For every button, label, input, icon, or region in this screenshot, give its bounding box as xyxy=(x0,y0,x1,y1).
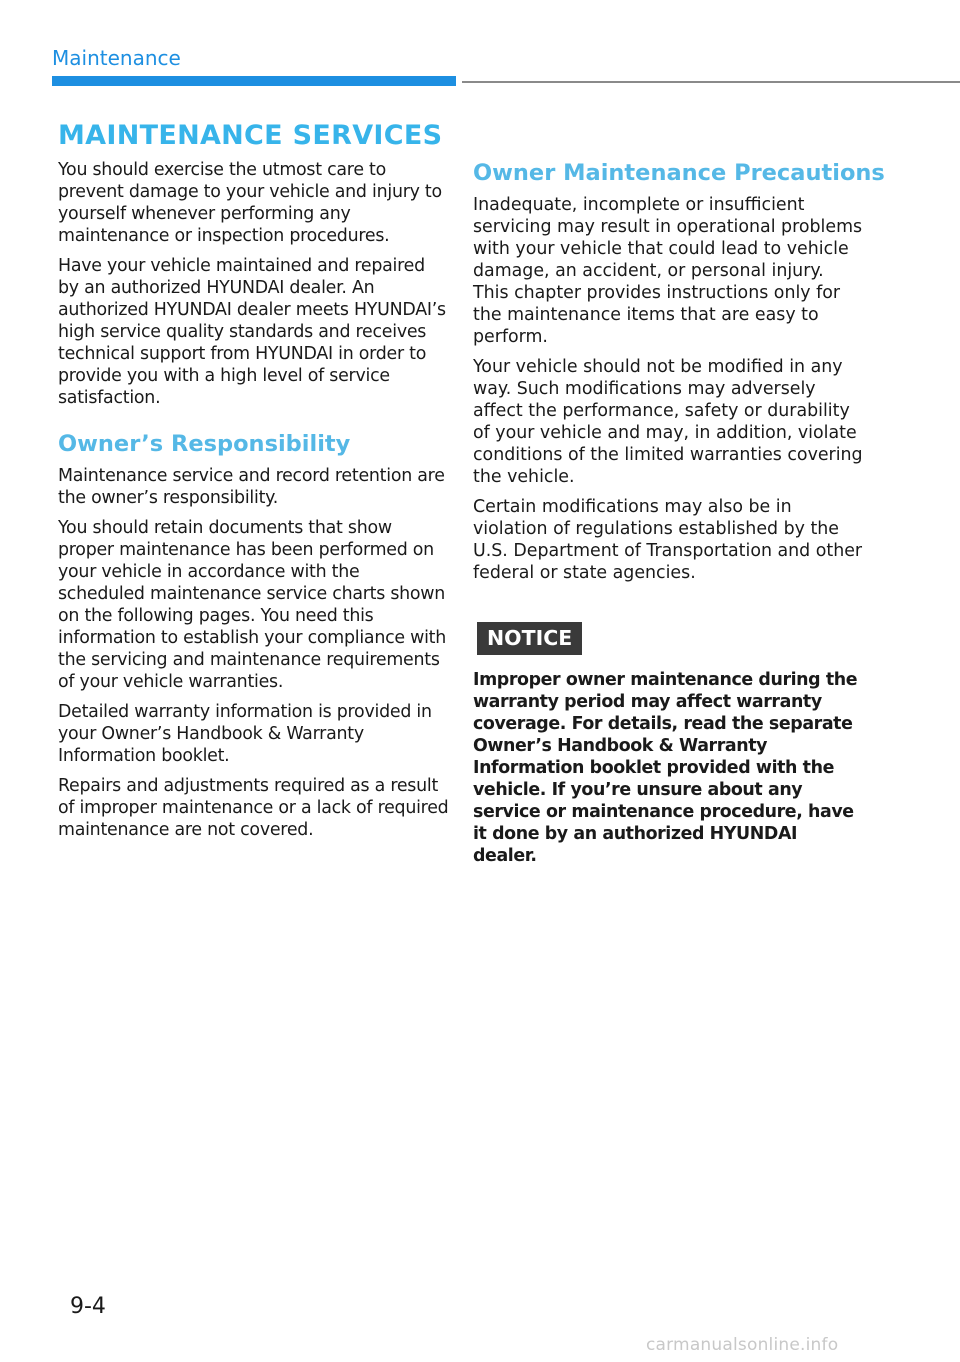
responsibility-paragraph: Maintenance service and record retention are the owner’s responsibility. xyxy=(58,466,445,508)
responsibility-paragraph: Detailed warranty information is provided in your Owner’s Handbook & Warranty Information booklet. xyxy=(58,702,432,766)
page-number: 9-4 xyxy=(70,1294,106,1319)
intro-paragraph: Have your vehicle maintained and repaired by an authorized HYUNDAI dealer. An authorized HYUNDAI dealer meets HYUNDAI’s high service quality standards and receives technical support from HYUNDAI in order to provide you with a high level of service satisfaction. xyxy=(58,256,446,408)
watermark: carmanualsonline.info xyxy=(646,1335,839,1355)
owners-responsibility-heading: Owner’s Responsibility xyxy=(58,431,351,457)
intro-paragraph: You should exercise the utmost care to prevent damage to your vehicle and injury to yourself whenever performing any maintenance or inspection procedures. xyxy=(58,160,442,246)
notice-label: NOTICE xyxy=(477,622,582,655)
notice-text: Improper owner maintenance during the warranty period may affect warranty coverage. For details, read the separate Owner’s Handbook & Warranty Information booklet provided with the vehicle. If you’re unsure about any service or maintenance procedure, have it done by an authorized HYUNDAI dealer. xyxy=(473,670,858,866)
page-title: MAINTENANCE SERVICES xyxy=(58,120,443,151)
left-column xyxy=(58,120,450,849)
header-accent-bar xyxy=(52,76,456,86)
precautions-paragraph: Inadequate, incomplete or insufficient servicing may result in operational problems with your vehicle that could lead to vehicle damage, an accident, or personal injury. This chapter provides instructions only for the maintenance items that are easy to perform. xyxy=(473,195,863,347)
responsibility-paragraph: You should retain documents that show proper maintenance has been performed on your vehicle in accordance with the scheduled maintenance service charts shown on the following pages. You need this information to establish your compliance with the servicing and maintenance requirements of your vehicle warranties. xyxy=(58,518,447,692)
section-header: Maintenance xyxy=(52,46,181,70)
precautions-heading: Owner Maintenance Precautions xyxy=(473,160,885,186)
responsibility-paragraph: Repairs and adjustments required as a result of improper maintenance or a lack of required maintenance are not covered. xyxy=(58,776,449,840)
precautions-paragraph: Certain modifications may also be in violation of regulations established by the U.S. Department of Transportation and other federal or state agencies. xyxy=(473,497,863,583)
header-divider-line xyxy=(462,81,960,83)
precautions-paragraph: Your vehicle should not be modified in any way. Such modifications may adversely affect the performance, safety or durability of your vehicle and may, in addition, violate conditions of the limited warranties covering the vehicle. xyxy=(473,357,863,487)
right-column xyxy=(473,160,885,867)
